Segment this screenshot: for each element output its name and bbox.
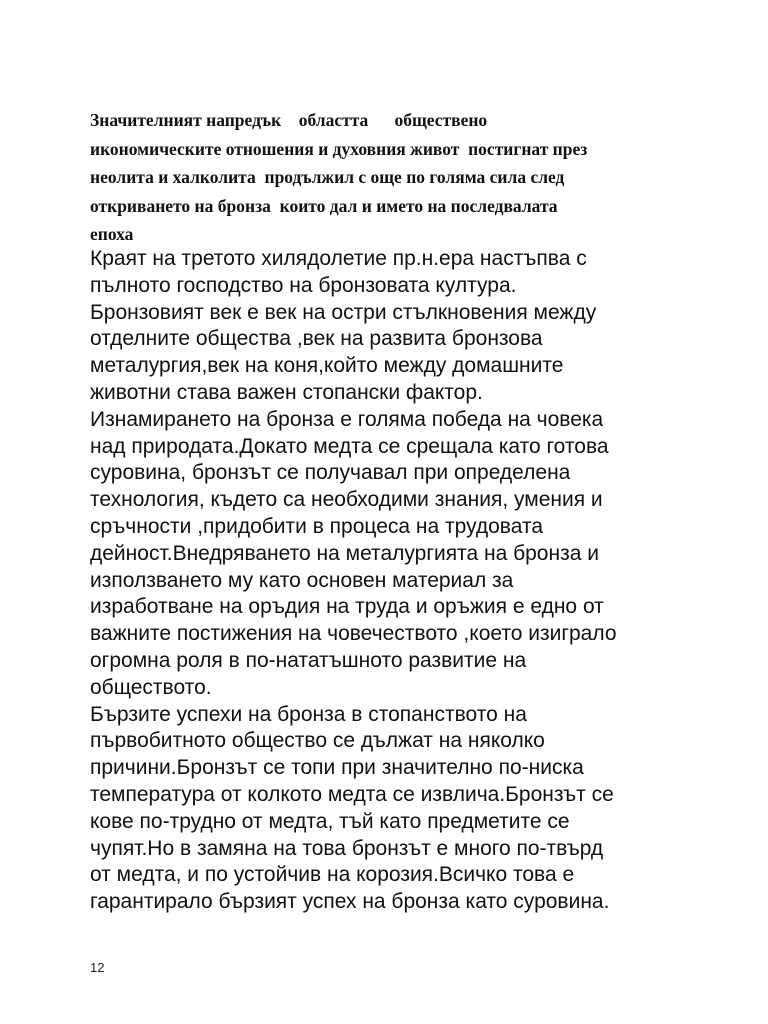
body-line: гарантирало бързият успех на бронза като суровина. <box>90 890 610 914</box>
body-line: технология, където са необходими знания, умения и <box>90 488 603 512</box>
body-line: от медта, и по устойчив на корозия.Всичко това е <box>90 863 575 887</box>
body-line: пълното господство на бронзовата култура. <box>90 273 517 297</box>
body-line: дейност.Внедряването на металургията на бронза и <box>90 541 599 565</box>
heading-line: неолита и халколита продължил с още по голяма сила след <box>90 167 565 187</box>
body-line: огромна роля в по-нататъшното развитие на <box>90 648 527 672</box>
body-paragraphs <box>90 246 700 916</box>
body-line: над природата.Докато медта се срещала като готова <box>90 434 609 458</box>
heading-line: икономическите отношения и духовния живот постигнат през <box>90 138 588 159</box>
section-heading <box>90 106 690 249</box>
body-line: Бронзовият век е век на остри стълкновения между <box>90 300 597 324</box>
body-line: Краят на третото хилядолетие пр.н.ера настъпва с <box>90 247 587 270</box>
body-line: чупят.Но в замяна на това бронзът е много по-твърд <box>90 836 604 860</box>
heading-line: епоха <box>90 224 134 244</box>
body-line: важните постижения на човечеството ,което изиграло <box>90 622 617 646</box>
page-number: 12 <box>90 960 105 975</box>
body-line: суровина, бронзът се получавал при определена <box>90 461 571 485</box>
body-line: изработване на оръдия на труда и оръжия е едно от <box>90 595 604 619</box>
body-line: използването му като основен материал за <box>90 568 514 592</box>
body-line: Бързите успехи на бронза в стопанството на <box>90 702 527 726</box>
body-line: сръчности ,придобити в процеса на трудовата <box>90 514 544 538</box>
heading-line: Значителният напредък областта обществено <box>90 110 488 130</box>
body-line: кове по-трудно от медта, тъй като предметите се <box>90 809 570 833</box>
body-line: металургия,век на коня,който между домашните <box>90 354 564 378</box>
body-line: първобитното общество се дължат на няколко <box>90 729 545 753</box>
body-line: животни става важен стопански фактор. <box>90 380 483 404</box>
body-line: температура от колкото медта се извлича.Бронзът се <box>90 782 614 806</box>
heading-line: откриването на бронза които дал и името на последвалата <box>90 195 558 216</box>
body-line: обществото. <box>90 675 212 699</box>
body-line: причини.Бронзът се топи при значително по-ниска <box>90 756 584 780</box>
body-line: отделните общества ,век на развита бронзова <box>90 327 543 351</box>
body-line: Изнамирането на бронза е голяма победа на човека <box>90 407 604 431</box>
